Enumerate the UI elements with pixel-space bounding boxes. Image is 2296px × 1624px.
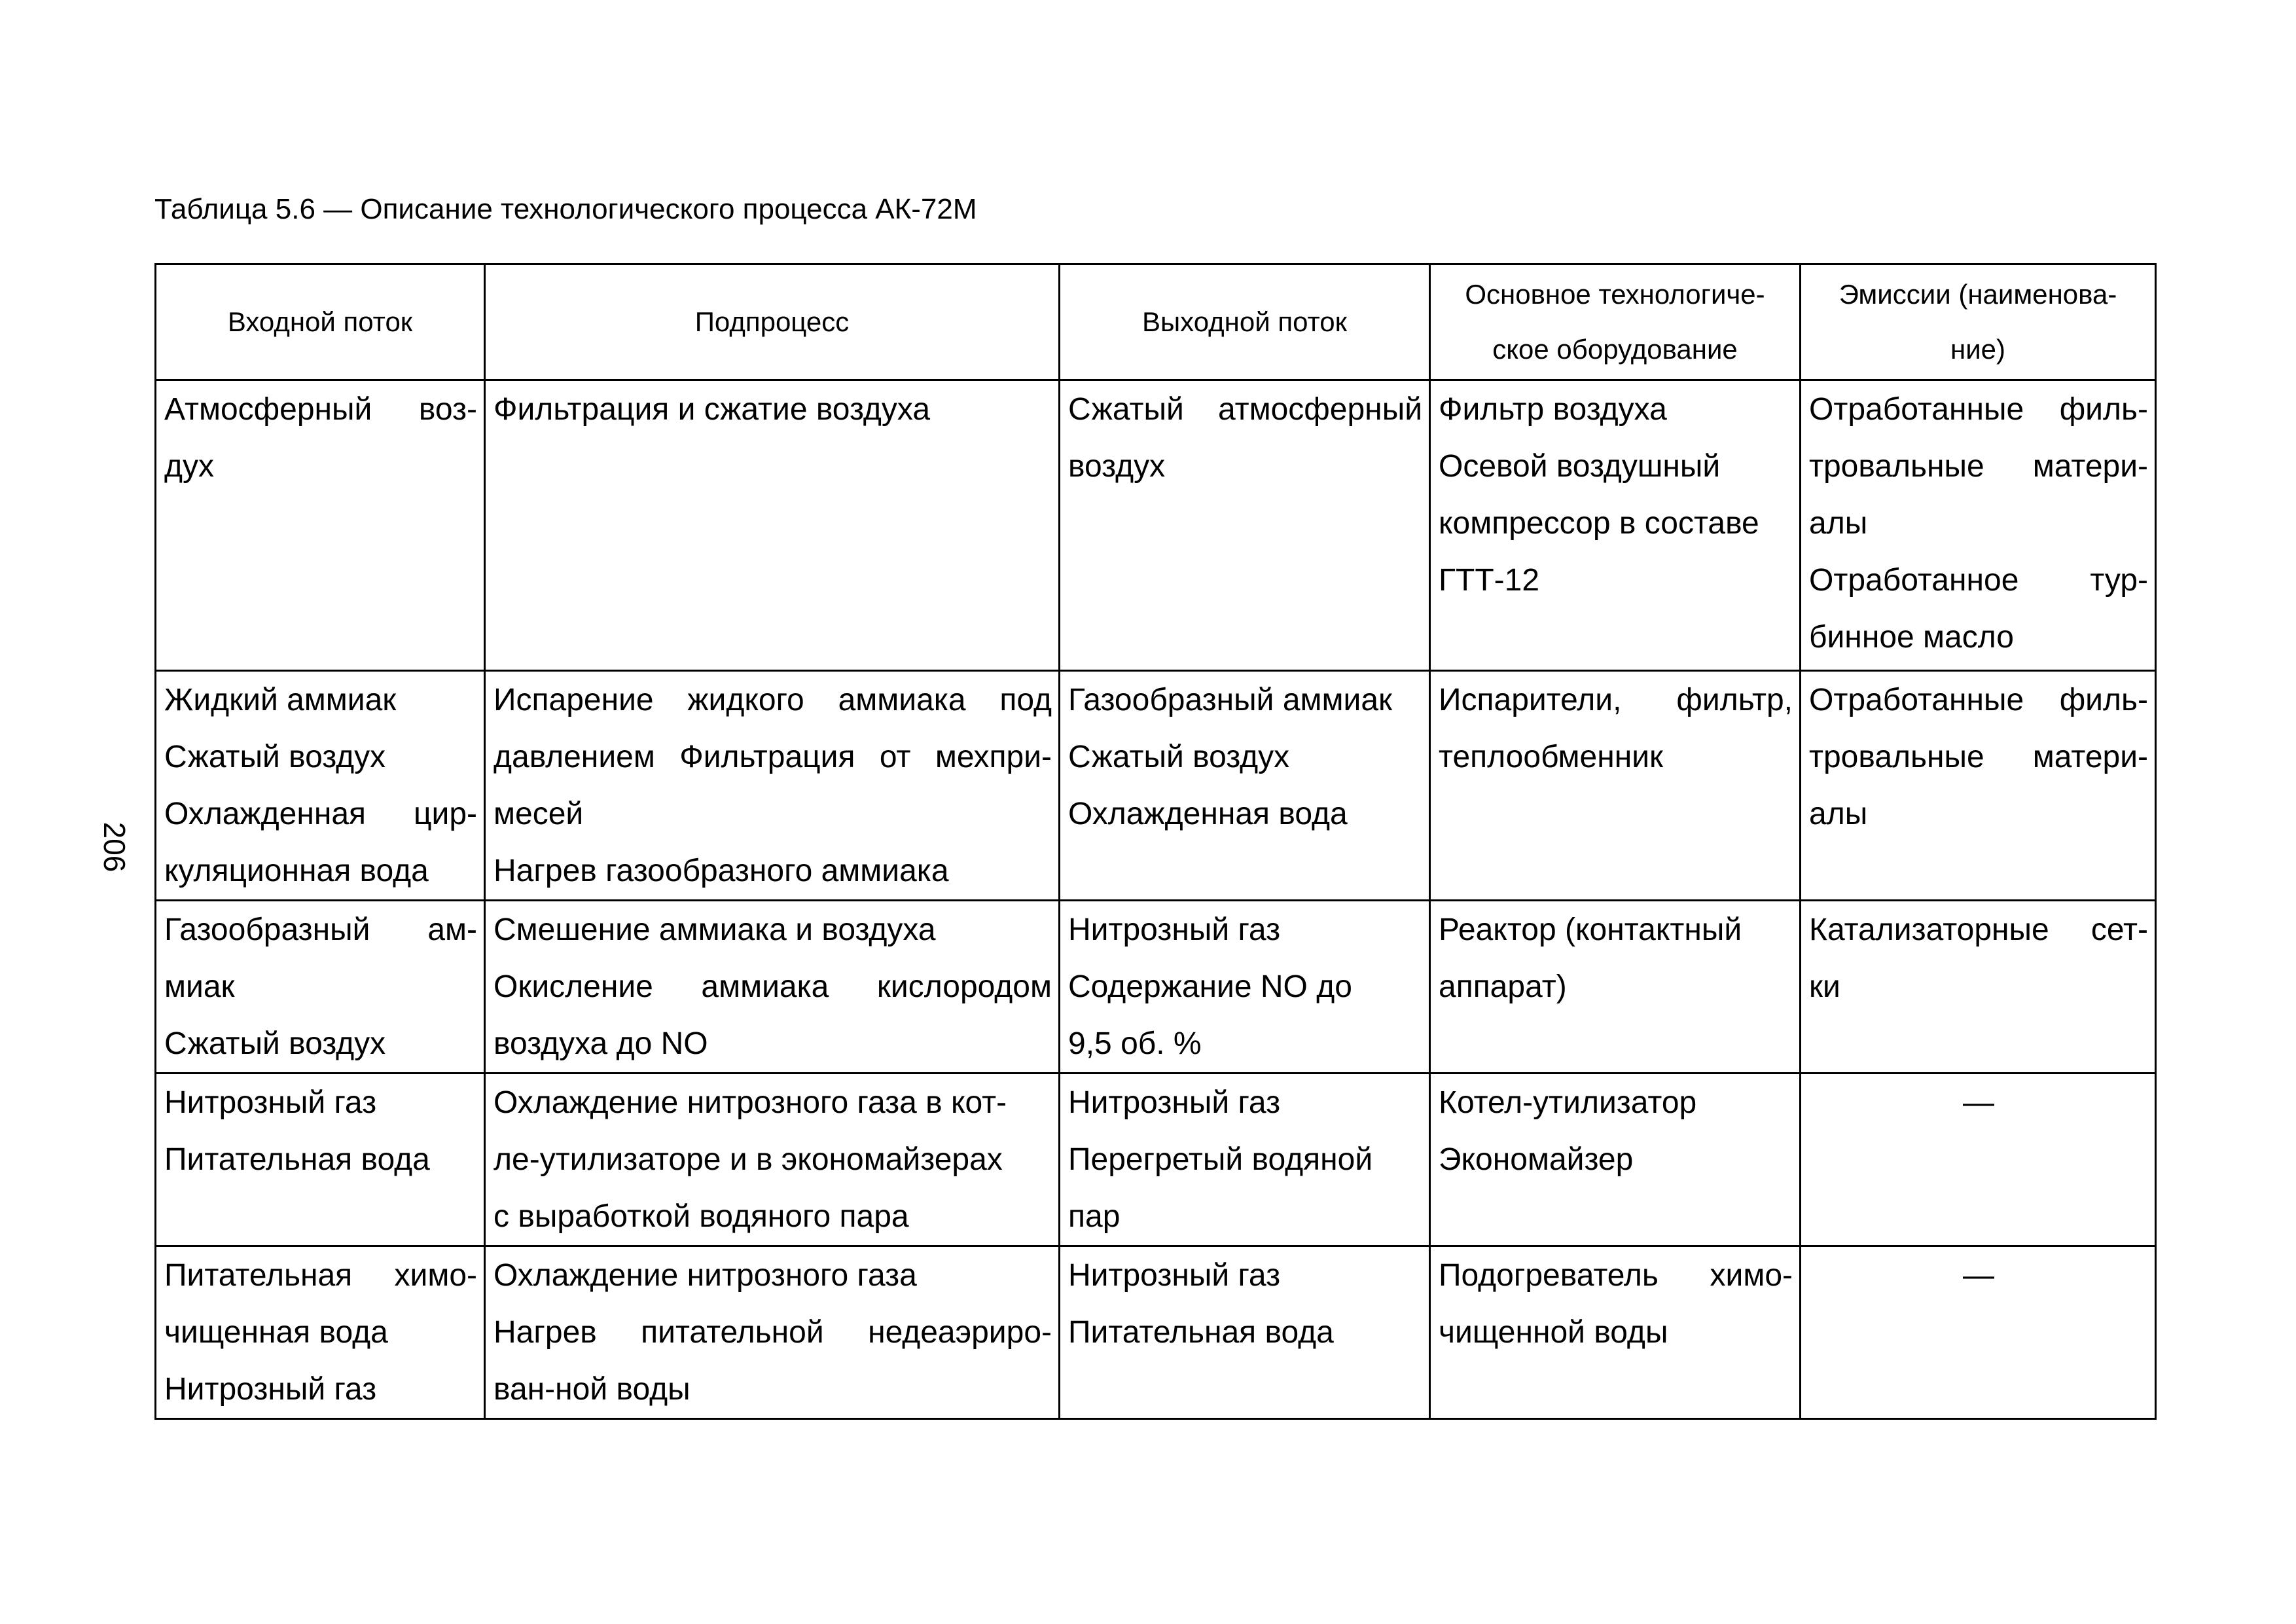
cell-emissions: Отработанные филь- тровальные матери- алы Отработанное тур- бинное масло xyxy=(1801,380,2156,671)
table-row xyxy=(156,1246,2156,1419)
cell-subprocess: Охлаждение нитрозного газа в кот- ле-утилизаторе и в экономайзерах с выработкой водяного пара xyxy=(485,1074,1060,1246)
process-description-table xyxy=(154,263,2157,1420)
cell-equipment: Испарители, фильтр, теплообменник xyxy=(1430,671,1801,901)
cell-subprocess: Испарение жидкого аммиака под давлением Фильтрация от мехпри- месей Нагрев газообразного аммиака xyxy=(485,671,1060,901)
cell-input-flow: Питательная химо- чищенная вода Нитрозный газ xyxy=(156,1246,485,1419)
cell-subprocess: Смешение аммиака и воздуха Окисление аммиака кислородом воздуха до NO xyxy=(485,901,1060,1074)
cell-emissions: — xyxy=(1801,1246,2156,1419)
cell-emissions: — xyxy=(1801,1074,2156,1246)
header-equipment: Основное технологиче- ское оборудование xyxy=(1430,264,1801,380)
table-row xyxy=(156,671,2156,901)
table-header-row xyxy=(156,264,2156,380)
table-caption: Таблица 5.6 — Описание технологического процесса АК-72М xyxy=(154,193,977,225)
table-row xyxy=(156,380,2156,671)
table-row xyxy=(156,1074,2156,1246)
header-output-flow: Выходной поток xyxy=(1060,264,1430,380)
cell-emissions: Отработанные филь- тровальные матери- алы xyxy=(1801,671,2156,901)
header-subprocess: Подпроцесс xyxy=(485,264,1060,380)
cell-input-flow: Газообразный ам- миак Сжатый воздух xyxy=(156,901,485,1074)
cell-equipment: Фильтр воздуха Осевой воздушный компрессор в составе ГТТ-12 xyxy=(1430,380,1801,671)
cell-input-flow: Нитрозный газ Питательная вода xyxy=(156,1074,485,1246)
table-row xyxy=(156,901,2156,1074)
cell-output-flow: Нитрозный газ Питательная вода xyxy=(1060,1246,1430,1419)
cell-subprocess: Фильтрация и сжатие воздуха xyxy=(485,380,1060,671)
cell-output-flow: Нитрозный газ Перегретый водяной пар xyxy=(1060,1074,1430,1246)
cell-equipment: Реактор (контактный аппарат) xyxy=(1430,901,1801,1074)
cell-equipment: Котел-утилизатор Экономайзер xyxy=(1430,1074,1801,1246)
cell-input-flow: Атмосферный воз- дух xyxy=(156,380,485,671)
cell-input-flow: Жидкий аммиак Сжатый воздух Охлажденная цир- куляционная вода xyxy=(156,671,485,901)
cell-equipment: Подогреватель химо- чищенной воды xyxy=(1430,1246,1801,1419)
cell-subprocess: Охлаждение нитрозного газа Нагрев питательной недеаэриро- ван-ной воды xyxy=(485,1246,1060,1419)
header-input-flow: Входной поток xyxy=(156,264,485,380)
cell-output-flow: Нитрозный газ Содержание NO до 9,5 об. % xyxy=(1060,901,1430,1074)
page-number: 206 xyxy=(98,821,132,873)
cell-output-flow: Газообразный аммиак Сжатый воздух Охлажденная вода xyxy=(1060,671,1430,901)
cell-emissions: Катализаторные сет- ки xyxy=(1801,901,2156,1074)
header-emissions: Эмиссии (наименова- ние) xyxy=(1801,264,2156,380)
cell-output-flow: Сжатый атмосферный воздух xyxy=(1060,380,1430,671)
